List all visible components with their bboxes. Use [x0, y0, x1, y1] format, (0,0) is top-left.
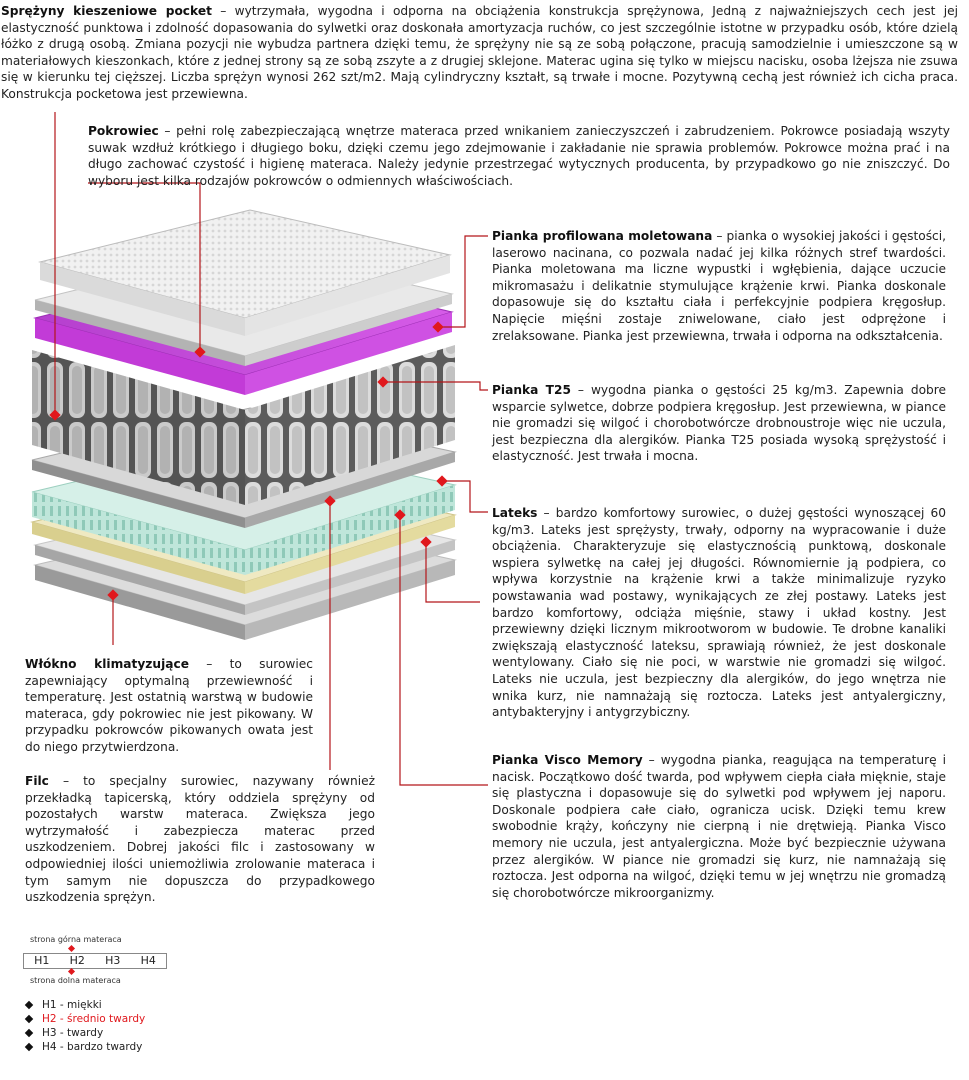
section-title: Filc [25, 774, 49, 788]
section-text: – wytrzymała, wygodna i odporna na obciążenia konstrukcja sprężynowa, Jedną z najważniejszych cech jest jej elastyczność punktowa i zdolność dopasowania do sylwetki oraz doskonała amortyzacja ruchów, co jest szczególnie istotne w przypadku osób, które dzielą łóżko z drugą osobą. Zmiana pozycji nie wybudza partnera dzięki temu, że sprężyny nie są ze sobą połączone, pracują samodzielnie i umieszczone są w materiałowych kieszonkach, które z jednej strony są ze sobą zszyte a z drugiej sklejone. Materac ugina się tylko w miejscu nacisku, osoba lżejsza nie zsuwa się w kierunku tej cięższej. Liczba sprężyn wynosi 262 szt/m2. Mają cylindryczny kształt, są trwałe i mocne. Pozytywną cechą jest również ich cicha praca. Konstrukcja pocketowa jest przewiewna. [1, 4, 958, 101]
hardness-bottom-label: strona dolna materaca [30, 976, 121, 985]
section-pianka-t25 [492, 382, 946, 465]
section-text: – wygodna pianka, reagująca na temperaturę i nacisk. Początkowo dość twarda, pod wpływem ciepła ciała mięknie, staje się plastyczna i dopasowuje się do sylwetki pod wpływem jej naporu. Doskonale podpiera całe ciało, ogranicza ucisk. Dzięki temu krew swobodnie krąży, kończyny nie cierpną i nie drętwieją. Pianka Visco memory nie uczula, jest antyalergiczna. Może być bezpiecznie używana przez alergików. W piance nie gromadzi się kurz, nie namnażają się roztocza. Jest odporna na wilgoć, dzięki temu w jej wnętrzu nie gromadzą się chorobotwórcze mikroorganizmy. [492, 753, 946, 900]
section-text: – wygodna pianka o gęstości 25 kg/m3. Zapewnia dobre wsparcie sylwetce, dobrze podpiera kręgosłup. Jest przewiewna, w piance nie gromadzi się wilgoć i chorobotwórcze drobnoustroje więc nie uczula, jest bezpieczna dla alergików. Pianka T25 posiada wysoką sprężystość i elastyczność. Jest trwała i mocna. [492, 383, 947, 464]
legend-label: H2 - średnio twardy [42, 1013, 146, 1025]
section-text: – to surowiec zapewniający optymalną przewiewność i temperaturę. Jest ostatnią warstwą w budowie materaca, gdy pokrowiec nie jest pikowany. W przypadku pokrowców pikowanych owata jest do niego przytwierdzona. [25, 657, 313, 754]
hardness-legend [24, 998, 145, 1054]
hardness-level: H4 [140, 954, 156, 967]
legend-item [24, 1040, 145, 1054]
section-text: – pełni rolę zabezpieczającą wnętrze materaca przed wnikaniem zanieczyszczeń i zabrudzeniem. Pokrowce posiadają wszyty suwak wzdłuż krótkiego i długiego boku, dzięki czemu jego zdejmowanie i zakładanie nie sprawia problemów. Pokrowce można prać i na długo zachować czystość i higienę materaca. Należy jedynie przestrzegać wytycznych producenta, by przypadkowo go nie zniszczyć. Do wyboru jest kilka rodzajów pokrowców o odmiennych właściwościach. [88, 124, 950, 188]
hardness-top-label: strona górna materaca [30, 935, 122, 944]
hardness-top-marker [68, 945, 75, 952]
hardness-level: H3 [105, 954, 121, 967]
legend-label: H3 - twardy [42, 1027, 104, 1039]
section-text: – bardzo komfortowy surowiec, o dużej gęstości wynoszącej 60 kg/m3. Lateks jest sprężysty, trwały, odporny na wypracowanie i duże obciążenia. Charakteryzuje się elastycznością punktową, doskonale wspiera sylwetkę na całej jej długości. Równomiernie ją podpiera, co wpływa korzystnie na krążenie krwi a także minimalizuje ryzyko powstawania wad postawy, wynikających ze złej postawy. Lateks jest bardzo komfortowy, odciąża mięśnie, stawy i układ kostny. Jest przewiewny dzięki licznym mikrootworom w budowie. Te drobne kanaliki zwiększają elastyczność lateksu, sprawiają również, że jest doskonale wentylowany. Ciało się nie poci, w warstwie nie gromadzi się wilgoć. Lateks nie uczula, jest bezpieczny dla alergików, do jego wnętrza nie wnika kurz, nie namnażają się roztocza. Lateks jest antyalergiczny, antybakteryjny i antygrzybiczny. [492, 506, 946, 720]
section-title: Włókno klimatyzujące [25, 657, 189, 671]
section-title: Pianka T25 [492, 383, 571, 397]
hardness-scale [18, 935, 178, 995]
hardness-levels [23, 953, 167, 969]
section-text: – pianka o wysokiej jakości i gęstości, laserowo nacinana, co pozwala nadać jej kilka różnych stref twardości. Pianka moletowana ma liczne wypustki i wgłębienia, dające uczucie mikromasażu i delikatnie stymulujące krążenie krwi. Pianka doskonale dopasowuje się do kształtu ciała i perfekcyjnie podpiera kręgosłup. Napięcie mięśni zostaje zniwelowane, ciało jest odprężone i zrelaksowane. Pianka jest przewiewna, trwała i odporna na odkształcenia. [492, 229, 947, 343]
hardness-level: H1 [34, 954, 50, 967]
section-title: Pokrowiec [88, 124, 159, 138]
legend-label: H4 - bardzo twardy [42, 1041, 143, 1053]
diamond-icon [25, 1029, 33, 1037]
hardness-bottom-marker [68, 968, 75, 975]
section-text: – to specjalny surowiec, nazywany również przekładką tapicerską, który oddziela sprężyny od pozostałych warstw materaca. Zwiększa jego wytrzymałość i zabezpiecza materac przed uszkodzeniem. Dobrej jakości filc i zastosowany w odpowiedniej ilości uniemożliwia zrolowanie materaca i tym samym nie dopuszcza do przypadkowego uszkodzenia sprężyn. [25, 774, 375, 905]
section-wlokno [25, 656, 313, 756]
section-lateks [492, 505, 946, 721]
diamond-icon [25, 1043, 33, 1051]
legend-item [24, 1026, 145, 1040]
section-visco-memory [492, 752, 946, 901]
section-title: Pianka Visco Memory [492, 753, 643, 767]
section-pianka-profilowana [492, 228, 946, 344]
section-title: Sprężyny kieszeniowe pocket [1, 4, 212, 18]
legend-label: H1 - miękki [42, 999, 102, 1011]
section-sprezyny [1, 3, 958, 103]
legend-item [24, 998, 145, 1012]
legend-item-active [24, 1012, 145, 1026]
section-pokrowiec [88, 123, 950, 189]
section-filc [25, 773, 375, 906]
diamond-icon [25, 1001, 33, 1009]
hardness-level: H2 [69, 954, 85, 967]
diamond-icon [25, 1015, 33, 1023]
section-title: Pianka profilowana moletowana [492, 229, 713, 243]
section-title: Lateks [492, 506, 538, 520]
